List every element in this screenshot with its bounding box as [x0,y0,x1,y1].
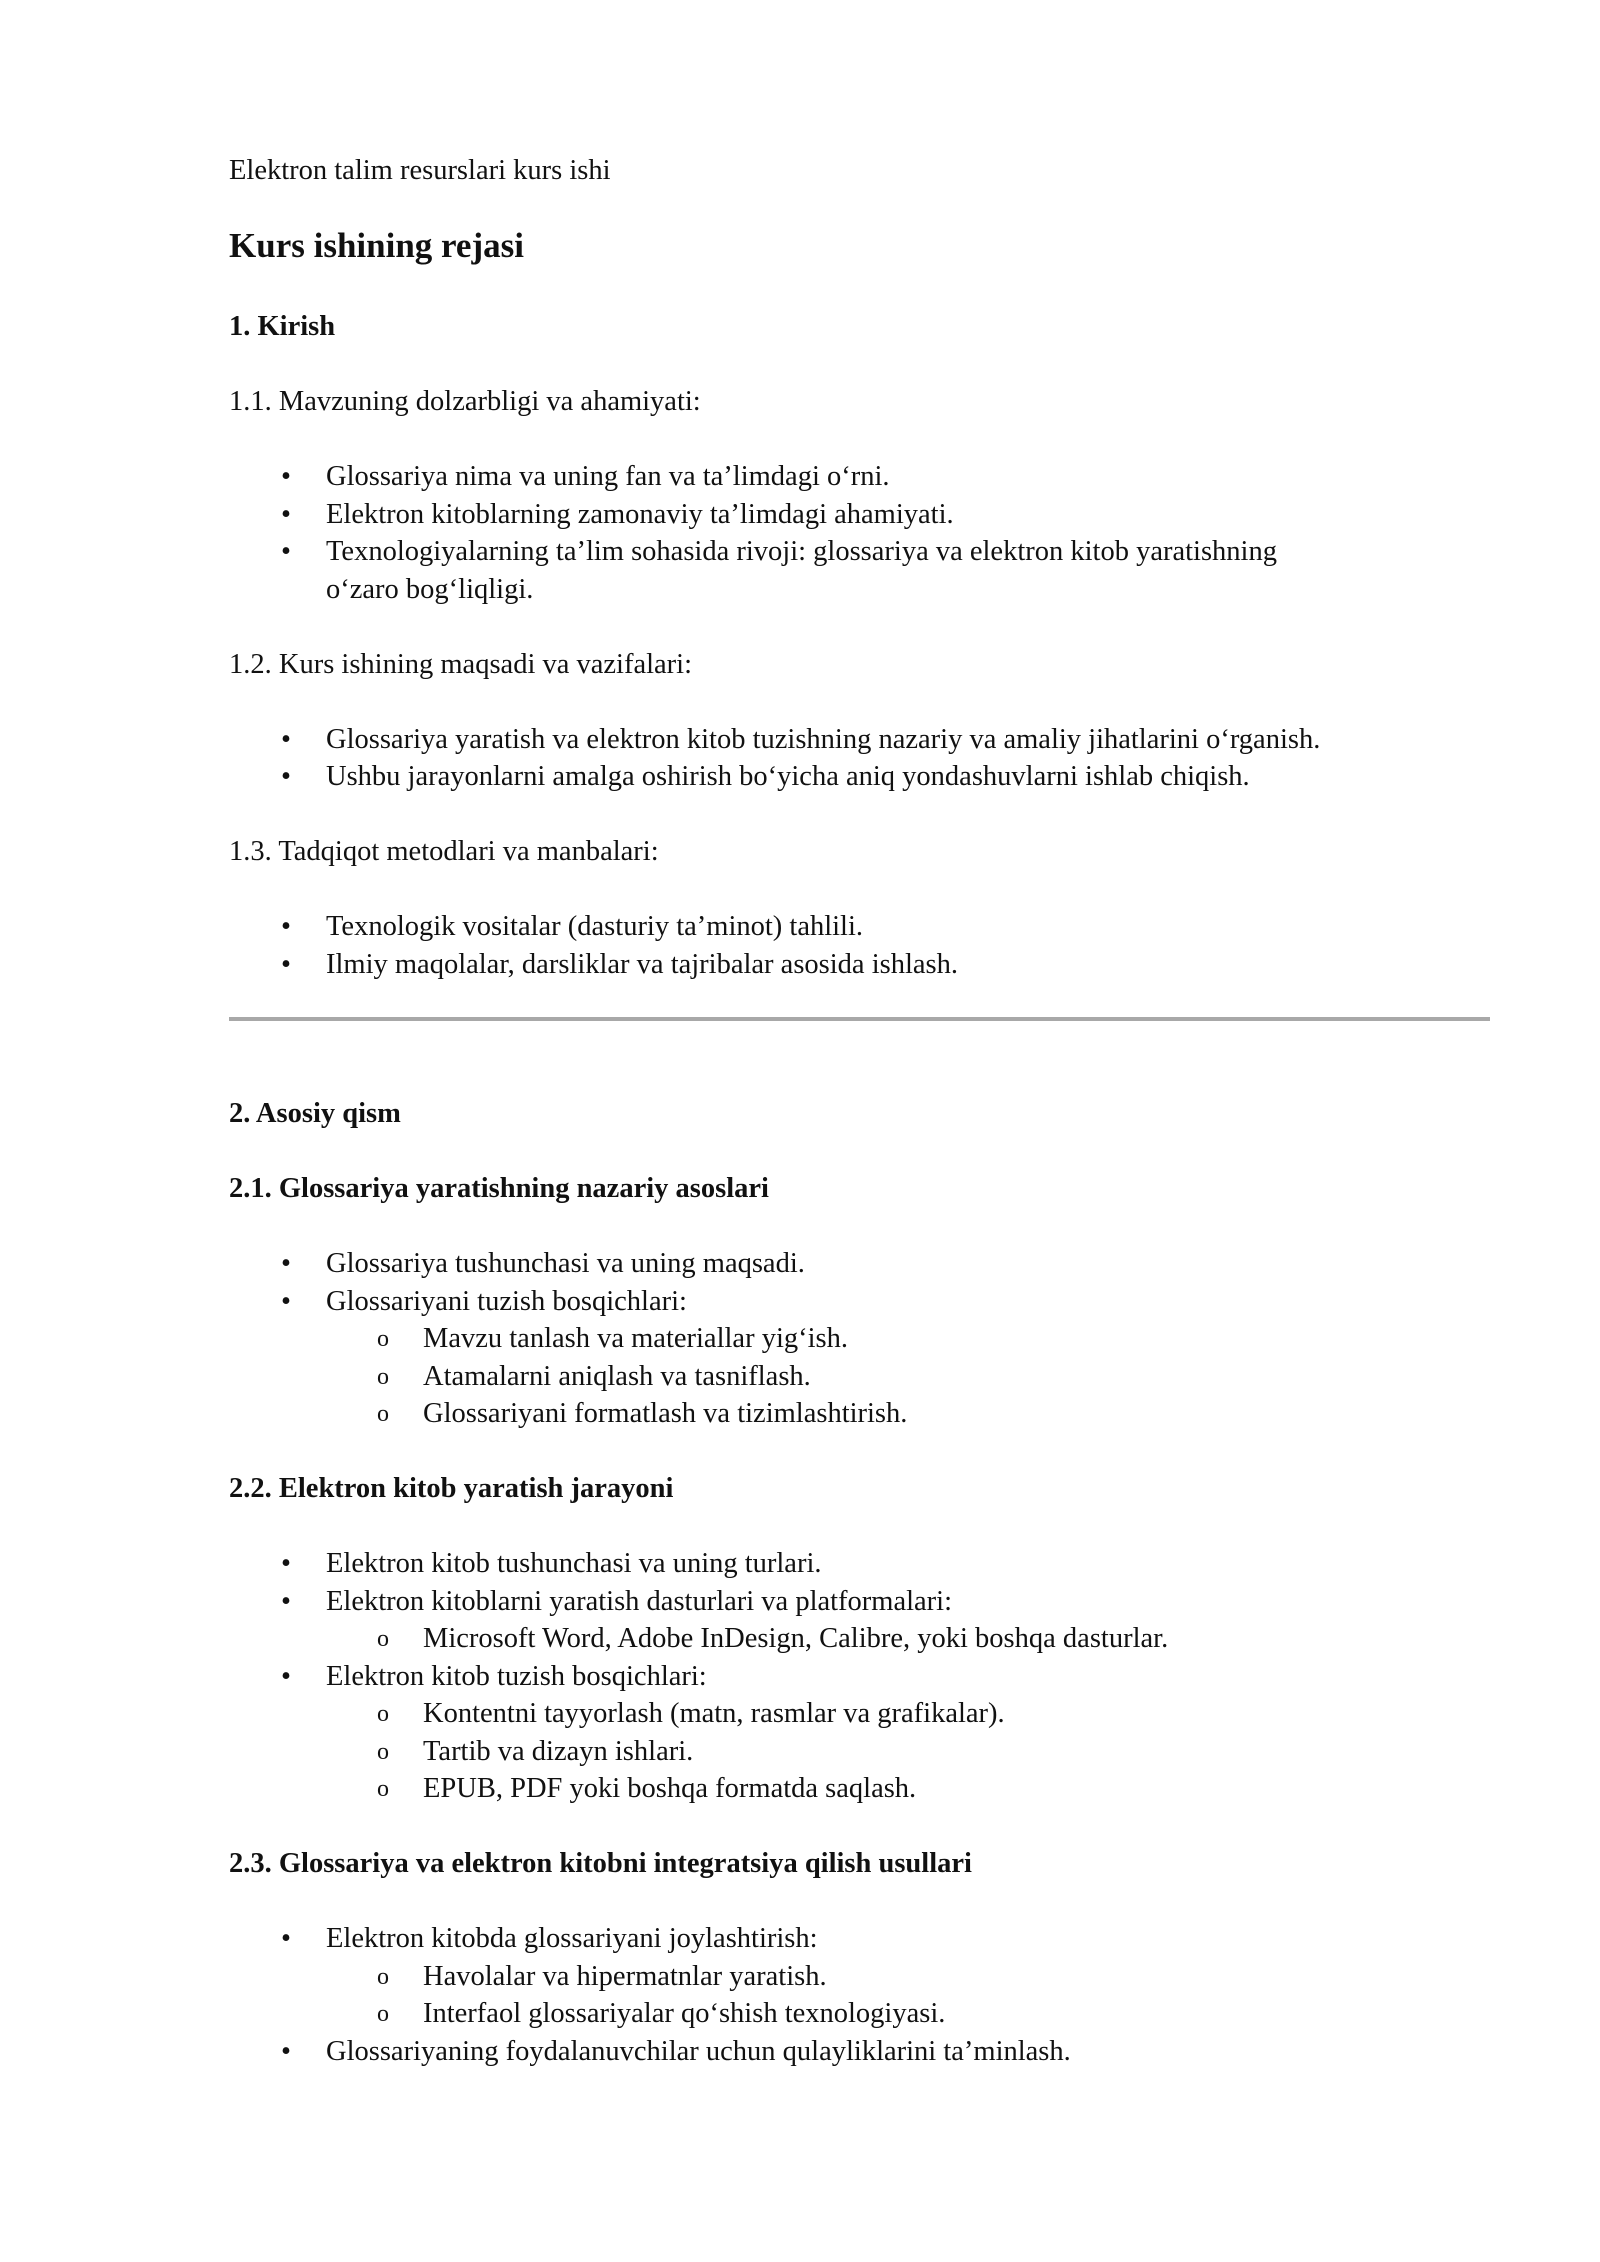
bullet-marker: • [281,949,291,980]
sub-list-item: Kontentni tayyorlash (matn, rasmlar va grafikalar). [423,1698,1005,1729]
sub-bullet-marker: o [377,2001,389,2027]
list-item: Elektron kitobda glossariyani joylashtirish: [326,1923,818,1954]
sub-list-item: Havolalar va hipermatnlar yaratish. [423,1961,827,1992]
list-item: Glossariya nima va uning fan va ta’limdagi o‘rni. [326,461,890,492]
section-1-heading: 1. Kirish [229,311,336,342]
sub-list-item: Glossariyani formatlash va tizimlashtirish. [423,1398,908,1429]
list-item-continuation: o‘zaro bog‘liqligi. [326,574,534,605]
sub-list-item: EPUB, PDF yoki boshqa formatda saqlash. [423,1773,917,1804]
sub-bullet-marker: o [377,1326,389,1352]
section-2-2-heading: 2.2. Elektron kitob yaratish jarayoni [229,1473,674,1504]
section-1-1-heading: 1.1. Mavzuning dolzarbligi va ahamiyati: [229,386,701,417]
list-item: Elektron kitoblarning zamonaviy ta’limdagi ahamiyati. [326,499,954,530]
bullet-marker: • [281,761,291,792]
bullet-marker: • [281,1661,291,1692]
list-item: Elektron kitob tushunchasi va uning turlari. [326,1548,822,1579]
section-1-3-heading: 1.3. Tadqiqot metodlari va manbalari: [229,836,659,867]
sub-bullet-marker: o [377,1401,389,1427]
section-2-1-heading: 2.1. Glossariya yaratishning nazariy asoslari [229,1173,769,1204]
list-item: Glossariyani tuzish bosqichlari: [326,1286,687,1317]
plan-heading: Kurs ishining rejasi [229,226,524,265]
list-item: Texnologik vositalar (dasturiy ta’minot) tahlili. [326,911,864,942]
section-2-heading: 2. Asosiy qism [229,1098,401,1129]
bullet-marker: • [281,1586,291,1617]
bullet-marker: • [281,2036,291,2067]
sub-bullet-marker: o [377,1776,389,1802]
sub-bullet-marker: o [377,1739,389,1765]
sub-bullet-marker: o [377,1626,389,1652]
bullet-marker: • [281,724,291,755]
bullet-marker: • [281,1248,291,1279]
list-item: Ushbu jarayonlarni amalga oshirish bo‘yicha aniq yondashuvlarni ishlab chiqish. [326,761,1250,792]
sub-list-item: Mavzu tanlash va materiallar yig‘ish. [423,1323,848,1354]
sub-list-item: Atamalarni aniqlash va tasniflash. [423,1361,811,1392]
document-title: Elektron talim resurslari kurs ishi [229,155,611,186]
bullet-marker: • [281,1548,291,1579]
list-item: Glossariya tushunchasi va uning maqsadi. [326,1248,805,1279]
list-item: Elektron kitob tuzish bosqichlari: [326,1661,707,1692]
sub-bullet-marker: o [377,1701,389,1727]
sub-list-item: Tartib va dizayn ishlari. [423,1736,694,1767]
bullet-marker: • [281,536,291,567]
section-2-3-heading: 2.3. Glossariya va elektron kitobni integratsiya qilish usullari [229,1848,972,1879]
bullet-marker: • [281,1923,291,1954]
bullet-marker: • [281,911,291,942]
list-item: Ilmiy maqolalar, darsliklar va tajribalar asosida ishlash. [326,949,958,980]
list-item: Glossariya yaratish va elektron kitob tuzishning nazariy va amaliy jihatlarini o‘rganish. [326,724,1321,755]
sub-list-item: Interfaol glossariyalar qo‘shish texnologiyasi. [423,1998,946,2029]
bullet-marker: • [281,461,291,492]
list-item: Elektron kitoblarni yaratish dasturlari va platformalari: [326,1586,952,1617]
list-item: Texnologiyalarning ta’lim sohasida rivoji: glossariya va elektron kitob yaratishning [326,536,1277,567]
list-item: Glossariyaning foydalanuvchilar uchun qulayliklarini ta’minlash. [326,2036,1071,2067]
section-1-2-heading: 1.2. Kurs ishining maqsadi va vazifalari: [229,649,693,680]
sub-bullet-marker: o [377,1964,389,1990]
horizontal-divider [229,1017,1490,1021]
bullet-marker: • [281,499,291,530]
bullet-marker: • [281,1286,291,1317]
sub-bullet-marker: o [377,1364,389,1390]
sub-list-item: Microsoft Word, Adobe InDesign, Calibre, yoki boshqa dasturlar. [423,1623,1169,1654]
